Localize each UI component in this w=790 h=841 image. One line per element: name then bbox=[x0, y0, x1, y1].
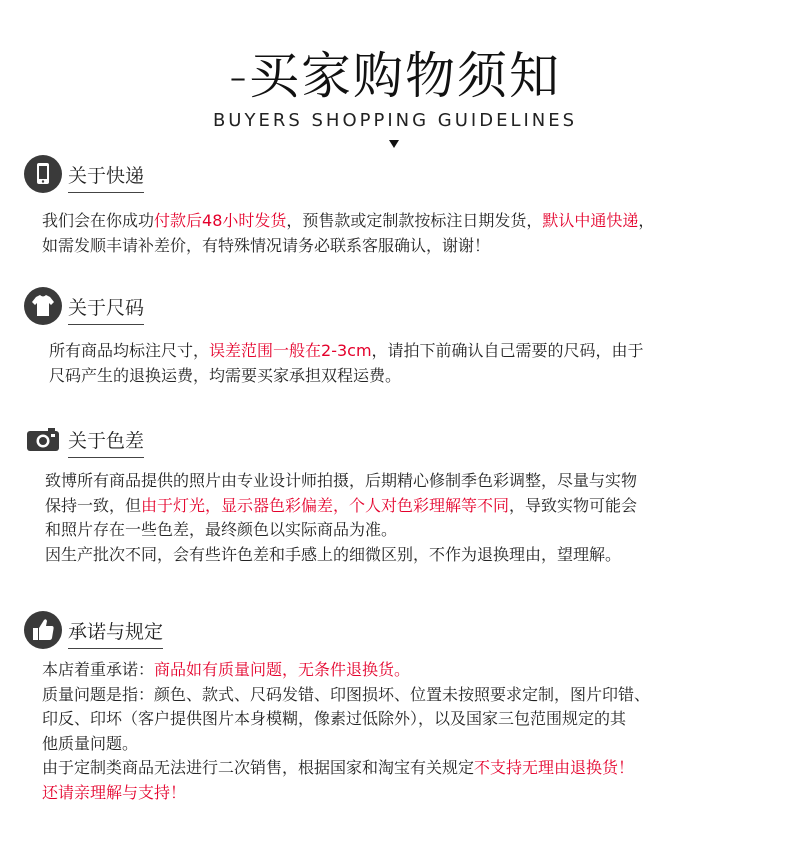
body-line bbox=[42, 781, 650, 806]
body-text: 尺码产生的退换运费，均需要买家承担双程运费。 bbox=[49, 365, 402, 385]
section-title: 承诺与规定 bbox=[68, 617, 163, 649]
body-line bbox=[49, 364, 644, 389]
body-line bbox=[42, 756, 650, 781]
body-text: ，预售款或定制款按标注日期发货， bbox=[286, 211, 543, 230]
body-text: ，导致实物可能会 bbox=[509, 495, 638, 515]
body-line bbox=[42, 234, 654, 259]
highlight-text: 商品如有质量问题，无条件退换货。 bbox=[154, 660, 411, 679]
highlight-text: 由于灯光，显示器色彩偏差，个人对色彩理解等不同 bbox=[141, 495, 510, 515]
page-title: -买家购物须知 bbox=[228, 47, 562, 105]
highlight-text: 还请亲理解与支持！ bbox=[42, 782, 187, 802]
highlight-text: 不支持无理由退换货！ bbox=[474, 758, 635, 777]
body-line bbox=[45, 469, 637, 494]
highlight-text: 付款后48小时发货 bbox=[154, 211, 287, 230]
phone-icon bbox=[24, 155, 62, 193]
body-text: 和照片存在一些色差，最终颜色以实际商品为准。 bbox=[45, 520, 398, 539]
body-line bbox=[45, 494, 637, 519]
section-body bbox=[45, 469, 637, 567]
body-text: 质量问题是指：颜色、款式、尺码发错、印图损坏、位置未按照要求定制，图片印错、 bbox=[42, 684, 651, 704]
section-body bbox=[42, 209, 654, 258]
body-text: 由于定制类商品无法进行二次销售，根据国家和淘宝有关规定 bbox=[42, 758, 475, 777]
body-line bbox=[45, 543, 637, 568]
body-text: 我们会在你成功 bbox=[42, 211, 155, 230]
body-text: 所有商品均标注尺寸， bbox=[49, 341, 210, 360]
body-text: 如需发顺丰请补差价，有特殊情况请务必联系客服确认，谢谢！ bbox=[42, 235, 491, 255]
section-title: 关于快递 bbox=[68, 161, 144, 193]
highlight-text: 误差范围一般在2-3cm bbox=[209, 341, 372, 360]
body-text: 他质量问题。 bbox=[42, 733, 139, 753]
highlight-text: 默认中通快递 bbox=[542, 211, 639, 230]
body-text: ，请拍下前确认自己需要的尺码，由于 bbox=[371, 341, 644, 360]
body-line bbox=[42, 707, 650, 732]
body-line bbox=[42, 658, 650, 683]
body-text: 保持一致，但 bbox=[45, 495, 142, 515]
body-text: 因生产批次不同，会有些许色差和手感上的细微区别，不作为退换理由，望理解。 bbox=[45, 544, 622, 564]
body-text: 致博所有商品提供的照片由专业设计师拍摄，后期精心修制季色彩调整，尽量与实物 bbox=[45, 471, 638, 490]
body-text: ， bbox=[638, 211, 655, 230]
section-body bbox=[49, 339, 644, 388]
section-title: 关于色差 bbox=[68, 426, 144, 458]
body-line bbox=[45, 518, 637, 543]
down-arrow-icon bbox=[389, 140, 399, 148]
tshirt-icon bbox=[24, 287, 62, 325]
page-subtitle: BUYERS SHOPPING GUIDELINES bbox=[212, 110, 578, 131]
camera-icon bbox=[24, 420, 62, 458]
body-line bbox=[42, 683, 650, 708]
body-line bbox=[42, 732, 650, 757]
body-text: 本店着重承诺： bbox=[42, 660, 155, 679]
thumbs-up-icon bbox=[24, 611, 62, 649]
section-title: 关于尺码 bbox=[68, 293, 144, 325]
body-line bbox=[49, 339, 644, 364]
section-body bbox=[42, 658, 650, 805]
body-text: 印反、印坏（客户提供图片本身模糊，像素过低除外），以及国家三包范围规定的其 bbox=[42, 709, 627, 728]
body-line bbox=[42, 209, 654, 234]
